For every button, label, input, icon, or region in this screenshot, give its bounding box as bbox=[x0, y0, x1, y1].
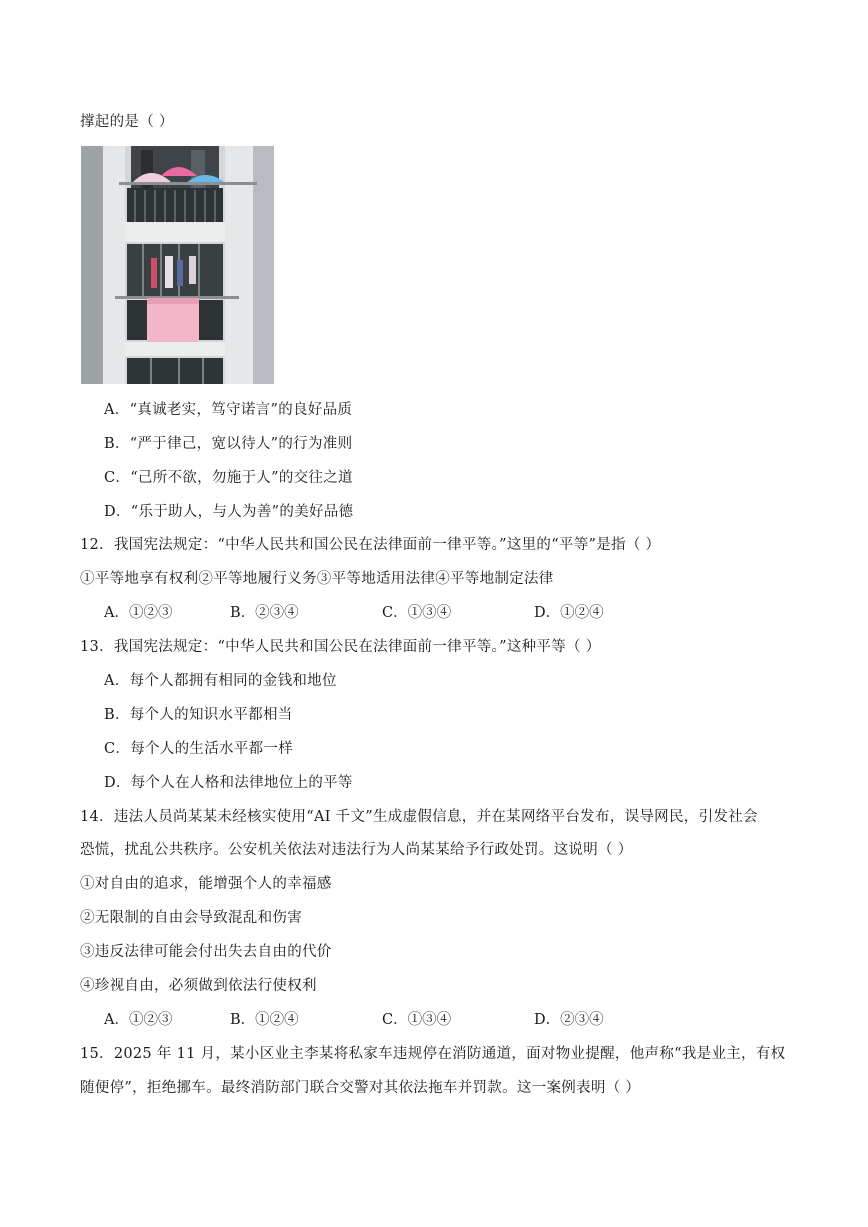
q14-statement-3: ③违反法律可能会付出失去自由的代价 bbox=[80, 944, 332, 960]
q12-option-d[interactable]: D．①②④ bbox=[534, 605, 604, 621]
q13-option-b[interactable]: B．每个人的知识水平都相当 bbox=[104, 707, 293, 723]
q11-option-c[interactable]: C．“己所不欲，勿施于人”的交往之道 bbox=[104, 470, 353, 486]
q14-option-a[interactable]: A．①②③ bbox=[104, 1012, 173, 1028]
q13-option-d[interactable]: D．每个人在人格和法律地位上的平等 bbox=[104, 775, 353, 791]
q11-stem-tail: 撑起的是（ ） bbox=[80, 114, 174, 130]
balcony-photo bbox=[81, 146, 274, 384]
q14-statement-4: ④珍视自由，必须做到依法行使权利 bbox=[80, 978, 317, 994]
q11-option-b[interactable]: B．“严于律己，宽以待人”的行为准则 bbox=[104, 436, 353, 452]
q14-options bbox=[104, 1010, 784, 1030]
q12-stem: 12．我国宪法规定：“中华人民共和国公民在法律面前一律平等。”这里的“平等”是指（ ） bbox=[80, 537, 661, 553]
q12-option-b[interactable]: B．②③④ bbox=[230, 605, 299, 621]
q14-statement-1: ①对自由的追求，能增强个人的幸福感 bbox=[80, 876, 332, 892]
q13-option-c[interactable]: C．每个人的生活水平都一样 bbox=[104, 741, 293, 757]
q11-option-a[interactable]: A．“真诚老实，笃守诺言”的良好品质 bbox=[104, 402, 353, 418]
q13-stem: 13．我国宪法规定：“中华人民共和国公民在法律面前一律平等。”这种平等（ ） bbox=[80, 639, 601, 655]
q15-stem-line1: 15．2025 年 11 月，某小区业主李某将私家车违规停在消防通道，面对物业提醒，他声称“我是业主，有权 bbox=[80, 1046, 786, 1062]
balcony-illustration bbox=[81, 146, 274, 384]
q14-statement-2: ②无限制的自由会导致混乱和伤害 bbox=[80, 910, 302, 926]
q14-option-b[interactable]: B．①②④ bbox=[230, 1012, 299, 1028]
q14-option-d[interactable]: D．②③④ bbox=[534, 1012, 604, 1028]
q15-stem-line2: 随便停”，拒绝挪车。最终消防部门联合交警对其依法拖车并罚款。这一案例表明（ ） bbox=[80, 1080, 641, 1096]
q14-stem-line2: 恐慌，扰乱公共秩序。公安机关依法对违法行为人尚某某给予行政处罚。这说明（ ） bbox=[80, 842, 633, 858]
q12-options bbox=[104, 603, 784, 623]
q11-option-d[interactable]: D．“乐于助人，与人为善”的美好品德 bbox=[104, 504, 354, 520]
q14-option-c[interactable]: C．①③④ bbox=[382, 1012, 452, 1028]
q14-stem-line1: 14．违法人员尚某某未经核实使用“AI 千文”生成虚假信息，并在某网络平台发布，误导网民，引发社会 bbox=[80, 809, 758, 825]
q13-option-a[interactable]: A．每个人都拥有相同的金钱和地位 bbox=[104, 673, 337, 689]
q12-option-a[interactable]: A．①②③ bbox=[104, 605, 173, 621]
q12-option-c[interactable]: C．①③④ bbox=[382, 605, 452, 621]
q12-statements: ①平等地享有权利②平等地履行义务③平等地适用法律④平等地制定法律 bbox=[80, 571, 554, 587]
